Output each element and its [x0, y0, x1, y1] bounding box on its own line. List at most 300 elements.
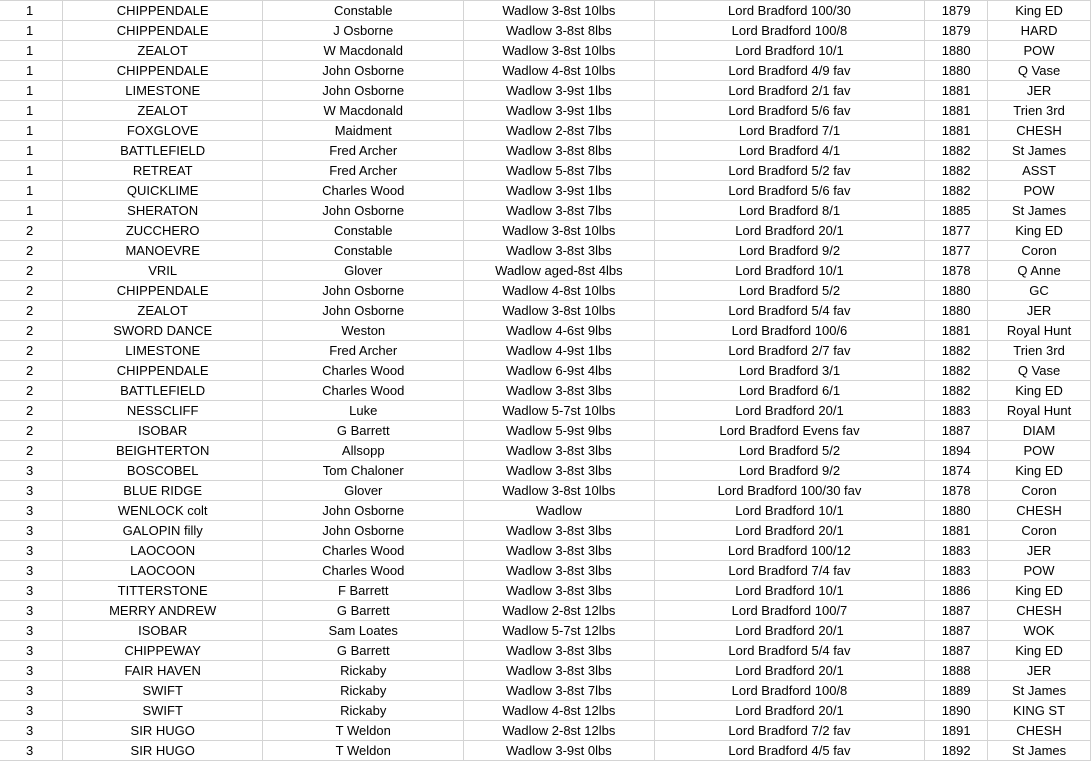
- year-cell[interactable]: 1882: [925, 381, 988, 401]
- year-cell[interactable]: 1882: [925, 161, 988, 181]
- year-cell[interactable]: 1885: [925, 201, 988, 221]
- jockey-cell[interactable]: Charles Wood: [263, 541, 464, 561]
- year-cell[interactable]: 1887: [925, 601, 988, 621]
- race-cell[interactable]: CHESH: [988, 601, 1091, 621]
- trainer-weight-cell[interactable]: Wadlow 5-7st 12lbs: [464, 621, 655, 641]
- race-cell[interactable]: Royal Hunt: [988, 321, 1091, 341]
- horse-cell[interactable]: CHIPPENDALE: [62, 61, 263, 81]
- table-row: [0, 41, 1091, 61]
- jockey-cell[interactable]: Glover: [263, 261, 464, 281]
- race-cell[interactable]: CHESH: [988, 721, 1091, 741]
- table-row: [0, 101, 1091, 121]
- race-cell[interactable]: Coron: [988, 521, 1091, 541]
- horse-cell[interactable]: BATTLEFIELD: [62, 141, 263, 161]
- horse-cell[interactable]: BOSCOBEL: [62, 461, 263, 481]
- horse-cell[interactable]: CHIPPEWAY: [62, 641, 263, 661]
- trainer-weight-cell[interactable]: Wadlow 3-8st 3lbs: [464, 641, 655, 661]
- trainer-weight-cell[interactable]: Wadlow 4-8st 10lbs: [464, 281, 655, 301]
- place-cell[interactable]: 2: [0, 341, 62, 361]
- horse-cell[interactable]: SWIFT: [62, 681, 263, 701]
- horse-cell[interactable]: SIR HUGO: [62, 741, 263, 761]
- owner-odds-cell[interactable]: Lord Bradford 100/7: [654, 601, 924, 621]
- owner-odds-cell[interactable]: Lord Bradford 100/30 fav: [654, 481, 924, 501]
- race-cell[interactable]: POW: [988, 561, 1091, 581]
- race-cell[interactable]: JER: [988, 541, 1091, 561]
- jockey-cell[interactable]: Charles Wood: [263, 361, 464, 381]
- owner-odds-cell[interactable]: Lord Bradford 4/1: [654, 141, 924, 161]
- place-cell[interactable]: 2: [0, 321, 62, 341]
- table-row: [0, 141, 1091, 161]
- race-cell[interactable]: POW: [988, 441, 1091, 461]
- place-cell[interactable]: 3: [0, 681, 62, 701]
- horse-cell[interactable]: FOXGLOVE: [62, 121, 263, 141]
- trainer-weight-cell[interactable]: Wadlow 4-6st 9lbs: [464, 321, 655, 341]
- year-cell[interactable]: 1881: [925, 121, 988, 141]
- place-cell[interactable]: 1: [0, 41, 62, 61]
- owner-odds-cell[interactable]: Lord Bradford Evens fav: [654, 421, 924, 441]
- horse-cell[interactable]: NESSCLIFF: [62, 401, 263, 421]
- jockey-cell[interactable]: John Osborne: [263, 281, 464, 301]
- table-row: [0, 541, 1091, 561]
- horse-cell[interactable]: ZEALOT: [62, 301, 263, 321]
- horse-cell[interactable]: MANOEVRE: [62, 241, 263, 261]
- trainer-weight-cell[interactable]: Wadlow 3-9st 0lbs: [464, 741, 655, 761]
- race-cell[interactable]: Q Vase: [988, 361, 1091, 381]
- jockey-cell[interactable]: Fred Archer: [263, 341, 464, 361]
- horse-cell[interactable]: LAOCOON: [62, 561, 263, 581]
- race-cell[interactable]: JER: [988, 661, 1091, 681]
- owner-odds-cell[interactable]: Lord Bradford 20/1: [654, 661, 924, 681]
- race-cell[interactable]: St James: [988, 201, 1091, 221]
- jockey-cell[interactable]: Rickaby: [263, 661, 464, 681]
- owner-odds-cell[interactable]: Lord Bradford 7/2 fav: [654, 721, 924, 741]
- horse-cell[interactable]: ISOBAR: [62, 621, 263, 641]
- jockey-cell[interactable]: Charles Wood: [263, 561, 464, 581]
- jockey-cell[interactable]: Maidment: [263, 121, 464, 141]
- place-cell[interactable]: 2: [0, 261, 62, 281]
- place-cell[interactable]: 1: [0, 121, 62, 141]
- trainer-weight-cell[interactable]: Wadlow 3-8st 10lbs: [464, 481, 655, 501]
- year-cell[interactable]: 1880: [925, 501, 988, 521]
- owner-odds-cell[interactable]: Lord Bradford 7/1: [654, 121, 924, 141]
- year-cell[interactable]: 1881: [925, 321, 988, 341]
- jockey-cell[interactable]: W Macdonald: [263, 41, 464, 61]
- trainer-weight-cell[interactable]: Wadlow 3-8st 3lbs: [464, 461, 655, 481]
- horse-cell[interactable]: SHERATON: [62, 201, 263, 221]
- year-cell[interactable]: 1883: [925, 541, 988, 561]
- place-cell[interactable]: 2: [0, 381, 62, 401]
- year-cell[interactable]: 1880: [925, 281, 988, 301]
- year-cell[interactable]: 1878: [925, 481, 988, 501]
- trainer-weight-cell[interactable]: Wadlow: [464, 501, 655, 521]
- year-cell[interactable]: 1880: [925, 41, 988, 61]
- horse-cell[interactable]: LAOCOON: [62, 541, 263, 561]
- horse-cell[interactable]: CHIPPENDALE: [62, 281, 263, 301]
- place-cell[interactable]: 2: [0, 221, 62, 241]
- owner-odds-cell[interactable]: Lord Bradford 20/1: [654, 221, 924, 241]
- race-cell[interactable]: Q Anne: [988, 261, 1091, 281]
- trainer-weight-cell[interactable]: Wadlow 3-8st 10lbs: [464, 301, 655, 321]
- owner-odds-cell[interactable]: Lord Bradford 3/1: [654, 361, 924, 381]
- trainer-weight-cell[interactable]: Wadlow 6-9st 4lbs: [464, 361, 655, 381]
- place-cell[interactable]: 3: [0, 501, 62, 521]
- race-cell[interactable]: King ED: [988, 641, 1091, 661]
- race-cell[interactable]: King ED: [988, 1, 1091, 21]
- jockey-cell[interactable]: Fred Archer: [263, 141, 464, 161]
- table-row: [0, 561, 1091, 581]
- table-row: [0, 301, 1091, 321]
- race-cell[interactable]: St James: [988, 141, 1091, 161]
- table-row: [0, 581, 1091, 601]
- table-row: [0, 361, 1091, 381]
- race-cell[interactable]: King ED: [988, 461, 1091, 481]
- jockey-cell[interactable]: Constable: [263, 221, 464, 241]
- trainer-weight-cell[interactable]: Wadlow 3-8st 10lbs: [464, 41, 655, 61]
- owner-odds-cell[interactable]: Lord Bradford 8/1: [654, 201, 924, 221]
- place-cell[interactable]: 2: [0, 401, 62, 421]
- horse-cell[interactable]: QUICKLIME: [62, 181, 263, 201]
- year-cell[interactable]: 1878: [925, 261, 988, 281]
- jockey-cell[interactable]: John Osborne: [263, 201, 464, 221]
- trainer-weight-cell[interactable]: Wadlow 2-8st 7lbs: [464, 121, 655, 141]
- owner-odds-cell[interactable]: Lord Bradford 7/4 fav: [654, 561, 924, 581]
- horse-cell[interactable]: LIMESTONE: [62, 81, 263, 101]
- trainer-weight-cell[interactable]: Wadlow 3-9st 1lbs: [464, 81, 655, 101]
- trainer-weight-cell[interactable]: Wadlow 3-8st 7lbs: [464, 201, 655, 221]
- trainer-weight-cell[interactable]: Wadlow 3-8st 3lbs: [464, 561, 655, 581]
- race-cell[interactable]: CHESH: [988, 121, 1091, 141]
- race-cell[interactable]: Trien 3rd: [988, 341, 1091, 361]
- trainer-weight-cell[interactable]: Wadlow 5-9st 9lbs: [464, 421, 655, 441]
- horse-cell[interactable]: LIMESTONE: [62, 341, 263, 361]
- owner-odds-cell[interactable]: Lord Bradford 10/1: [654, 581, 924, 601]
- place-cell[interactable]: 1: [0, 181, 62, 201]
- year-cell[interactable]: 1874: [925, 461, 988, 481]
- place-cell[interactable]: 3: [0, 641, 62, 661]
- horse-cell[interactable]: GALOPIN filly: [62, 521, 263, 541]
- jockey-cell[interactable]: F Barrett: [263, 581, 464, 601]
- race-cell[interactable]: Coron: [988, 241, 1091, 261]
- year-cell[interactable]: 1881: [925, 81, 988, 101]
- jockey-cell[interactable]: Weston: [263, 321, 464, 341]
- race-cell[interactable]: JER: [988, 81, 1091, 101]
- jockey-cell[interactable]: Charles Wood: [263, 181, 464, 201]
- table-row: [0, 421, 1091, 441]
- race-cell[interactable]: CHESH: [988, 501, 1091, 521]
- table-row: [0, 741, 1091, 761]
- table-row: [0, 61, 1091, 81]
- trainer-weight-cell[interactable]: Wadlow 4-8st 12lbs: [464, 701, 655, 721]
- table-row: [0, 261, 1091, 281]
- trainer-weight-cell[interactable]: Wadlow 2-8st 12lbs: [464, 721, 655, 741]
- trainer-weight-cell[interactable]: Wadlow 3-8st 3lbs: [464, 521, 655, 541]
- place-cell[interactable]: 3: [0, 661, 62, 681]
- year-cell[interactable]: 1879: [925, 1, 988, 21]
- jockey-cell[interactable]: John Osborne: [263, 61, 464, 81]
- horse-cell[interactable]: MERRY ANDREW: [62, 601, 263, 621]
- year-cell[interactable]: 1883: [925, 561, 988, 581]
- year-cell[interactable]: 1891: [925, 721, 988, 741]
- race-cell[interactable]: GC: [988, 281, 1091, 301]
- table-row: [0, 161, 1091, 181]
- place-cell[interactable]: 2: [0, 281, 62, 301]
- owner-odds-cell[interactable]: Lord Bradford 20/1: [654, 621, 924, 641]
- owner-odds-cell[interactable]: Lord Bradford 10/1: [654, 261, 924, 281]
- year-cell[interactable]: 1887: [925, 421, 988, 441]
- trainer-weight-cell[interactable]: Wadlow 3-8st 10lbs: [464, 1, 655, 21]
- year-cell[interactable]: 1888: [925, 661, 988, 681]
- race-cell[interactable]: King ED: [988, 221, 1091, 241]
- jockey-cell[interactable]: Tom Chaloner: [263, 461, 464, 481]
- jockey-cell[interactable]: Charles Wood: [263, 381, 464, 401]
- horse-cell[interactable]: SIR HUGO: [62, 721, 263, 741]
- race-cell[interactable]: Q Vase: [988, 61, 1091, 81]
- horse-cell[interactable]: ZEALOT: [62, 41, 263, 61]
- trainer-weight-cell[interactable]: Wadlow 4-9st 1lbs: [464, 341, 655, 361]
- horse-cell[interactable]: FAIR HAVEN: [62, 661, 263, 681]
- owner-odds-cell[interactable]: Lord Bradford 10/1: [654, 41, 924, 61]
- jockey-cell[interactable]: Rickaby: [263, 701, 464, 721]
- table-row: [0, 1, 1091, 21]
- place-cell[interactable]: 3: [0, 701, 62, 721]
- trainer-weight-cell[interactable]: Wadlow 3-8st 3lbs: [464, 581, 655, 601]
- race-cell[interactable]: Trien 3rd: [988, 101, 1091, 121]
- jockey-cell[interactable]: Glover: [263, 481, 464, 501]
- horse-cell[interactable]: CHIPPENDALE: [62, 21, 263, 41]
- race-cell[interactable]: POW: [988, 181, 1091, 201]
- horse-cell[interactable]: VRIL: [62, 261, 263, 281]
- year-cell[interactable]: 1877: [925, 241, 988, 261]
- place-cell[interactable]: 1: [0, 201, 62, 221]
- place-cell[interactable]: 3: [0, 621, 62, 641]
- owner-odds-cell[interactable]: Lord Bradford 9/2: [654, 241, 924, 261]
- horse-cell[interactable]: RETREAT: [62, 161, 263, 181]
- jockey-cell[interactable]: J Osborne: [263, 21, 464, 41]
- table-row: [0, 601, 1091, 621]
- table-row: [0, 461, 1091, 481]
- table-row: [0, 481, 1091, 501]
- year-cell[interactable]: 1887: [925, 621, 988, 641]
- year-cell[interactable]: 1880: [925, 61, 988, 81]
- trainer-weight-cell[interactable]: Wadlow 3-8st 8lbs: [464, 141, 655, 161]
- place-cell[interactable]: 2: [0, 421, 62, 441]
- table-row: [0, 401, 1091, 421]
- table-row: [0, 661, 1091, 681]
- jockey-cell[interactable]: Constable: [263, 1, 464, 21]
- owner-odds-cell[interactable]: Lord Bradford 100/8: [654, 681, 924, 701]
- jockey-cell[interactable]: G Barrett: [263, 641, 464, 661]
- place-cell[interactable]: 2: [0, 241, 62, 261]
- table-row: [0, 641, 1091, 661]
- owner-odds-cell[interactable]: Lord Bradford 20/1: [654, 701, 924, 721]
- jockey-cell[interactable]: John Osborne: [263, 501, 464, 521]
- place-cell[interactable]: 1: [0, 161, 62, 181]
- race-cell[interactable]: St James: [988, 741, 1091, 761]
- owner-odds-cell[interactable]: Lord Bradford 5/6 fav: [654, 181, 924, 201]
- owner-odds-cell[interactable]: Lord Bradford 6/1: [654, 381, 924, 401]
- year-cell[interactable]: 1894: [925, 441, 988, 461]
- race-cell[interactable]: DIAM: [988, 421, 1091, 441]
- table-row: [0, 721, 1091, 741]
- jockey-cell[interactable]: G Barrett: [263, 421, 464, 441]
- jockey-cell[interactable]: John Osborne: [263, 301, 464, 321]
- horse-cell[interactable]: BEIGHTERTON: [62, 441, 263, 461]
- table-row: [0, 21, 1091, 41]
- owner-odds-cell[interactable]: Lord Bradford 9/2: [654, 461, 924, 481]
- table-row: [0, 81, 1091, 101]
- owner-odds-cell[interactable]: Lord Bradford 4/9 fav: [654, 61, 924, 81]
- owner-odds-cell[interactable]: Lord Bradford 100/6: [654, 321, 924, 341]
- jockey-cell[interactable]: Allsopp: [263, 441, 464, 461]
- table-row: [0, 501, 1091, 521]
- table-row: [0, 181, 1091, 201]
- race-cell[interactable]: Royal Hunt: [988, 401, 1091, 421]
- year-cell[interactable]: 1882: [925, 341, 988, 361]
- jockey-cell[interactable]: Fred Archer: [263, 161, 464, 181]
- race-cell[interactable]: POW: [988, 41, 1091, 61]
- jockey-cell[interactable]: John Osborne: [263, 81, 464, 101]
- race-cell[interactable]: St James: [988, 681, 1091, 701]
- year-cell[interactable]: 1881: [925, 521, 988, 541]
- year-cell[interactable]: 1882: [925, 141, 988, 161]
- year-cell[interactable]: 1883: [925, 401, 988, 421]
- year-cell[interactable]: 1887: [925, 641, 988, 661]
- owner-odds-cell[interactable]: Lord Bradford 5/4 fav: [654, 641, 924, 661]
- horse-cell[interactable]: TITTERSTONE: [62, 581, 263, 601]
- place-cell[interactable]: 3: [0, 741, 62, 761]
- trainer-weight-cell[interactable]: Wadlow 3-8st 3lbs: [464, 661, 655, 681]
- trainer-weight-cell[interactable]: Wadlow aged-8st 4lbs: [464, 261, 655, 281]
- owner-odds-cell[interactable]: Lord Bradford 100/30: [654, 1, 924, 21]
- trainer-weight-cell[interactable]: Wadlow 3-8st 3lbs: [464, 381, 655, 401]
- jockey-cell[interactable]: T Weldon: [263, 741, 464, 761]
- place-cell[interactable]: 3: [0, 561, 62, 581]
- year-cell[interactable]: 1886: [925, 581, 988, 601]
- table-row: [0, 701, 1091, 721]
- owner-odds-cell[interactable]: Lord Bradford 5/2 fav: [654, 161, 924, 181]
- year-cell[interactable]: 1892: [925, 741, 988, 761]
- table-row: [0, 381, 1091, 401]
- table-row: [0, 521, 1091, 541]
- jockey-cell[interactable]: John Osborne: [263, 521, 464, 541]
- race-cell[interactable]: ASST: [988, 161, 1091, 181]
- trainer-weight-cell[interactable]: Wadlow 5-7st 10lbs: [464, 401, 655, 421]
- race-cell[interactable]: KING ST: [988, 701, 1091, 721]
- trainer-weight-cell[interactable]: Wadlow 3-8st 3lbs: [464, 541, 655, 561]
- race-cell[interactable]: King ED: [988, 581, 1091, 601]
- owner-odds-cell[interactable]: Lord Bradford 10/1: [654, 501, 924, 521]
- place-cell[interactable]: 3: [0, 601, 62, 621]
- owner-odds-cell[interactable]: Lord Bradford 20/1: [654, 401, 924, 421]
- table-row: [0, 681, 1091, 701]
- horse-cell[interactable]: SWIFT: [62, 701, 263, 721]
- horse-cell[interactable]: WENLOCK colt: [62, 501, 263, 521]
- trainer-weight-cell[interactable]: Wadlow 3-8st 3lbs: [464, 441, 655, 461]
- owner-odds-cell[interactable]: Lord Bradford 5/6 fav: [654, 101, 924, 121]
- trainer-weight-cell[interactable]: Wadlow 3-8st 7lbs: [464, 681, 655, 701]
- owner-odds-cell[interactable]: Lord Bradford 5/2: [654, 281, 924, 301]
- place-cell[interactable]: 3: [0, 581, 62, 601]
- jockey-cell[interactable]: W Macdonald: [263, 101, 464, 121]
- horse-cell[interactable]: CHIPPENDALE: [62, 361, 263, 381]
- year-cell[interactable]: 1881: [925, 101, 988, 121]
- place-cell[interactable]: 3: [0, 461, 62, 481]
- table-row: [0, 201, 1091, 221]
- place-cell[interactable]: 2: [0, 441, 62, 461]
- owner-odds-cell[interactable]: Lord Bradford 4/5 fav: [654, 741, 924, 761]
- place-cell[interactable]: 1: [0, 61, 62, 81]
- year-cell[interactable]: 1879: [925, 21, 988, 41]
- table-row: [0, 221, 1091, 241]
- trainer-weight-cell[interactable]: Wadlow 3-9st 1lbs: [464, 101, 655, 121]
- jockey-cell[interactable]: Luke: [263, 401, 464, 421]
- horse-cell[interactable]: ISOBAR: [62, 421, 263, 441]
- year-cell[interactable]: 1877: [925, 221, 988, 241]
- race-cell[interactable]: HARD: [988, 21, 1091, 41]
- race-cell[interactable]: WOK: [988, 621, 1091, 641]
- jockey-cell[interactable]: Sam Loates: [263, 621, 464, 641]
- race-cell[interactable]: King ED: [988, 381, 1091, 401]
- place-cell[interactable]: 3: [0, 721, 62, 741]
- trainer-weight-cell[interactable]: Wadlow 2-8st 12lbs: [464, 601, 655, 621]
- place-cell[interactable]: 2: [0, 301, 62, 321]
- jockey-cell[interactable]: T Weldon: [263, 721, 464, 741]
- horse-cell[interactable]: BATTLEFIELD: [62, 381, 263, 401]
- place-cell[interactable]: 3: [0, 541, 62, 561]
- place-cell[interactable]: 1: [0, 101, 62, 121]
- year-cell[interactable]: 1890: [925, 701, 988, 721]
- trainer-weight-cell[interactable]: Wadlow 3-9st 1lbs: [464, 181, 655, 201]
- owner-odds-cell[interactable]: Lord Bradford 2/7 fav: [654, 341, 924, 361]
- place-cell[interactable]: 1: [0, 81, 62, 101]
- race-cell[interactable]: JER: [988, 301, 1091, 321]
- horse-cell[interactable]: SWORD DANCE: [62, 321, 263, 341]
- jockey-cell[interactable]: Constable: [263, 241, 464, 261]
- owner-odds-cell[interactable]: Lord Bradford 5/4 fav: [654, 301, 924, 321]
- trainer-weight-cell[interactable]: Wadlow 3-8st 3lbs: [464, 241, 655, 261]
- owner-odds-cell[interactable]: Lord Bradford 100/8: [654, 21, 924, 41]
- trainer-weight-cell[interactable]: Wadlow 3-8st 10lbs: [464, 221, 655, 241]
- horse-cell[interactable]: ZEALOT: [62, 101, 263, 121]
- place-cell[interactable]: 3: [0, 521, 62, 541]
- horse-cell[interactable]: CHIPPENDALE: [62, 1, 263, 21]
- table-row: [0, 441, 1091, 461]
- place-cell[interactable]: 1: [0, 21, 62, 41]
- owner-odds-cell[interactable]: Lord Bradford 20/1: [654, 521, 924, 541]
- year-cell[interactable]: 1889: [925, 681, 988, 701]
- owner-odds-cell[interactable]: Lord Bradford 2/1 fav: [654, 81, 924, 101]
- place-cell[interactable]: 3: [0, 481, 62, 501]
- jockey-cell[interactable]: Rickaby: [263, 681, 464, 701]
- jockey-cell[interactable]: G Barrett: [263, 601, 464, 621]
- horse-cell[interactable]: ZUCCHERO: [62, 221, 263, 241]
- trainer-weight-cell[interactable]: Wadlow 3-8st 8lbs: [464, 21, 655, 41]
- year-cell[interactable]: 1882: [925, 361, 988, 381]
- place-cell[interactable]: 1: [0, 1, 62, 21]
- year-cell[interactable]: 1882: [925, 181, 988, 201]
- race-cell[interactable]: Coron: [988, 481, 1091, 501]
- place-cell[interactable]: 1: [0, 141, 62, 161]
- owner-odds-cell[interactable]: Lord Bradford 100/12: [654, 541, 924, 561]
- horse-cell[interactable]: BLUE RIDGE: [62, 481, 263, 501]
- place-cell[interactable]: 2: [0, 361, 62, 381]
- table-row: [0, 341, 1091, 361]
- trainer-weight-cell[interactable]: Wadlow 5-8st 7lbs: [464, 161, 655, 181]
- trainer-weight-cell[interactable]: Wadlow 4-8st 10lbs: [464, 61, 655, 81]
- table-row: [0, 281, 1091, 301]
- owner-odds-cell[interactable]: Lord Bradford 5/2: [654, 441, 924, 461]
- year-cell[interactable]: 1880: [925, 301, 988, 321]
